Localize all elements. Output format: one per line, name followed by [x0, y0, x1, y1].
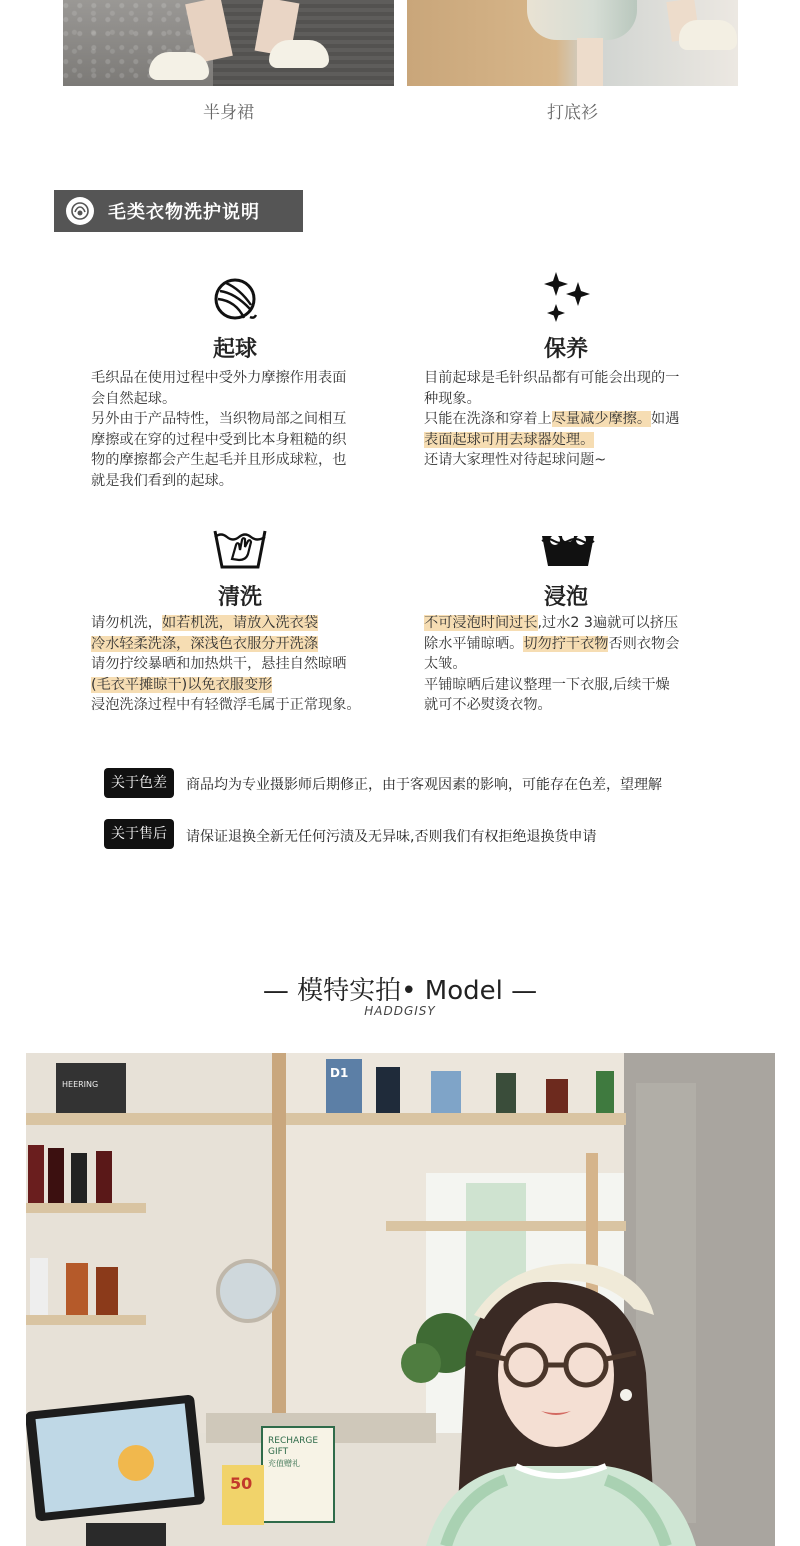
sheep-icon: [66, 197, 94, 225]
sparkle-icon: [540, 270, 594, 328]
color-diff-note: 商品均为专业摄影师后期修正，由于客观因素的影响，可能存在色差，望理解: [186, 777, 662, 793]
model-section-subtitle: HADDGISY: [364, 1004, 436, 1018]
card-text-pilling: 毛织品在使用过程中受外力摩擦作用表面 会自然起球。 另外由于产品特性，当织物局部之间相互 摩擦或在穿的过程中受到比本身粗糙的织 物的摩擦都会产生起毛并且形成球粒，也 就是我们看到的起球。: [91, 370, 347, 489]
card-title-soak: 浸泡: [543, 585, 588, 610]
soak-basin-icon: [540, 528, 596, 572]
product-photo-top: [407, 0, 738, 86]
card-text-wash: 请勿机洗，如若机洗，请放入洗衣袋 冷水轻柔洗涤，深浅色衣服分开洗涤 请勿拧绞暴晒和加热烘干，悬挂自然晾晒 (毛衣平摊晾干)以免衣服变形 浸泡洗涤过程中有轻微浮毛属于正常现象。: [91, 615, 361, 713]
after-sales-tag: 关于售后: [104, 819, 174, 849]
card-text-maintain: 目前起球是毛针织品都有可能会出现的一 种现象。 只能在洗涤和穿着上尽量减少摩擦。如遇 表面起球可用去球器处理。 还请大家理性对待起球问题~: [424, 370, 680, 468]
product-photo-skirt: [63, 0, 394, 86]
hand-wash-icon: [212, 525, 268, 575]
product-caption-top: 打底衫: [547, 103, 598, 123]
care-section-header: [54, 190, 303, 232]
model-photo: [26, 1053, 775, 1546]
after-sales-note: 请保证退换全新无任何污渍及无异味,否则我们有权拒绝退换货申请: [186, 829, 597, 845]
svg-text:充值赠礼: 充值赠礼: [268, 1459, 300, 1468]
card-title-maintain: 保养: [543, 337, 588, 362]
model-section-title: — 模特实拍• Model —: [262, 976, 538, 1006]
yarn-ball-icon: [212, 277, 258, 327]
photo-recharge-text: RECHARGE: [268, 1436, 319, 1446]
svg-text:GIFT: GIFT: [268, 1447, 289, 1457]
card-text-soak: 不可浸泡时间过长,过水2 3遍就可以挤压 除水平铺晾晒。切勿拧干衣物否则衣物会 太皱。 平铺晾晒后建议整理一下衣服,后续干燥 就可不必熨烫衣物。: [424, 615, 680, 713]
care-section-title: 毛类衣物洗护说明: [108, 202, 260, 223]
product-caption-skirt: 半身裙: [203, 103, 254, 123]
svg-text:50: 50: [230, 1474, 253, 1493]
card-title-wash: 清洗: [217, 585, 262, 610]
card-title-pilling: 起球: [212, 337, 257, 362]
svg-text:D1: D1: [330, 1066, 349, 1080]
color-diff-tag: 关于色差: [104, 768, 174, 798]
svg-text:HEERING: HEERING: [62, 1080, 99, 1089]
